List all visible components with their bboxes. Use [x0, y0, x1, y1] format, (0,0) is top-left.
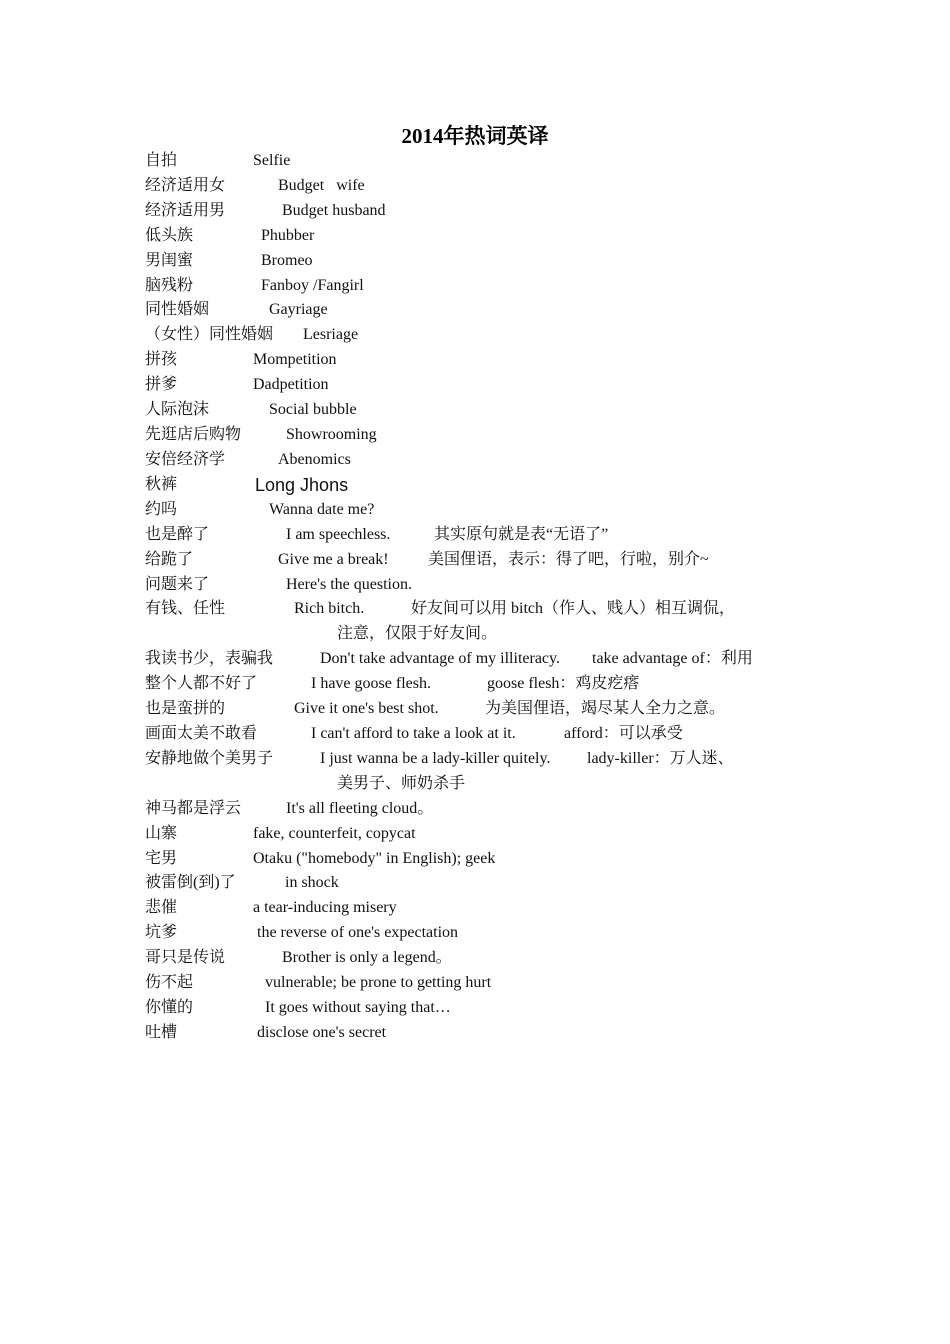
term-chinese: 经济适用女 — [145, 177, 226, 194]
term-chinese: 男闺蜜 — [145, 252, 194, 269]
term-chinese: 整个人都不好了 — [145, 675, 258, 692]
term-chinese: 给跪了 — [145, 551, 194, 568]
term-english: the reverse of one's expectation — [257, 924, 459, 941]
term-english: Social bubble — [269, 401, 357, 418]
term-chinese: 拼爹 — [145, 376, 178, 393]
term-english: Selfie — [253, 152, 291, 169]
page-title: 2014年热词英译 — [401, 124, 549, 148]
term-english: Budget wife — [278, 177, 365, 194]
term-chinese: 画面太美不敢看 — [145, 725, 258, 742]
term-english: Wanna date me? — [269, 501, 375, 518]
term-english: Long Jhons — [255, 475, 349, 495]
term-english: Brother is only a legend。 — [282, 949, 452, 966]
term-english: Give me a break! — [278, 551, 389, 568]
term-note: 为美国俚语，竭尽某人全力之意。 — [485, 700, 726, 717]
term-english: in shock — [285, 874, 339, 891]
term-english: Fanboy /Fangirl — [261, 277, 364, 294]
term-chinese: 脑残粉 — [145, 277, 194, 294]
term-english: Rich bitch. — [294, 600, 365, 617]
term-chinese: 经济适用男 — [145, 202, 226, 219]
term-chinese: 先逛店后购物 — [145, 426, 242, 443]
term-english: It's all fleeting cloud。 — [286, 800, 434, 817]
term-english: Mompetition — [253, 351, 337, 368]
term-english: Give it one's best shot. — [294, 700, 439, 717]
term-note: afford：可以承受 — [564, 725, 683, 742]
term-chinese: 山寨 — [145, 825, 178, 842]
term-english: disclose one's secret — [257, 1024, 387, 1041]
term-chinese: 人际泡沫 — [145, 401, 210, 418]
term-chinese: 我读书少，表骗我 — [145, 650, 274, 667]
term-english: Otaku ("homebody" in English); geek — [253, 850, 496, 867]
term-english: It goes without saying that… — [265, 999, 451, 1016]
term-english: I am speechless. — [286, 526, 391, 543]
term-chinese: 吐槽 — [145, 1024, 178, 1041]
term-note: lady-killer：万人迷、 — [587, 750, 734, 767]
term-chinese: 有钱、任性 — [145, 600, 226, 617]
term-chinese: 哥只是传说 — [145, 949, 226, 966]
term-note: take advantage of：利用 — [592, 650, 753, 667]
term-chinese: （女性）同性婚姻 — [145, 326, 274, 343]
term-english: I can't afford to take a look at it. — [311, 725, 516, 742]
term-chinese: 安倍经济学 — [145, 451, 226, 468]
term-english: Showrooming — [286, 426, 377, 443]
term-note: 好友间可以用 bitch（作人、贱人）相互调侃， — [411, 600, 735, 617]
term-chinese: 同性婚姻 — [145, 301, 210, 318]
term-chinese: 悲催 — [145, 899, 178, 916]
term-note-continued: 注意，仅限于好友间。 — [337, 625, 498, 642]
term-chinese: 低头族 — [145, 227, 194, 244]
term-chinese: 伤不起 — [145, 974, 194, 991]
term-chinese: 也是蛮拼的 — [145, 700, 226, 717]
term-english: Bromeo — [261, 252, 313, 269]
term-chinese: 拼孩 — [145, 351, 178, 368]
term-english: Don't take advantage of my illiteracy. — [320, 650, 560, 667]
term-chinese: 也是醉了 — [145, 526, 210, 543]
term-chinese: 被雷倒(到)了 — [145, 874, 236, 891]
term-chinese: 你懂的 — [145, 999, 194, 1016]
term-english: Phubber — [261, 227, 315, 244]
term-chinese: 秋裤 — [145, 476, 178, 493]
term-note: 美国俚语，表示：得了吧，行啦，别介~ — [428, 551, 709, 568]
term-note: goose flesh：鸡皮疙瘩 — [487, 675, 640, 692]
term-chinese: 坑爹 — [145, 924, 178, 941]
term-chinese: 约吗 — [145, 501, 178, 518]
term-english: Abenomics — [278, 451, 351, 468]
term-english: I just wanna be a lady-killer quitely. — [320, 750, 551, 767]
term-english: Gayriage — [269, 301, 328, 318]
term-chinese: 安静地做个美男子 — [145, 750, 274, 767]
term-english: I have goose flesh. — [311, 675, 431, 692]
term-english: Budget husband — [282, 202, 386, 219]
term-english: Dadpetition — [253, 376, 329, 393]
term-english: Lesriage — [303, 326, 359, 343]
term-chinese: 宅男 — [145, 850, 178, 867]
term-chinese: 神马都是浮云 — [145, 800, 242, 817]
term-english: Here's the question. — [286, 576, 412, 593]
term-note: 其实原句就是表“无语了” — [434, 526, 609, 543]
term-chinese: 自拍 — [145, 152, 178, 169]
term-english: fake, counterfeit, copycat — [253, 825, 416, 842]
term-chinese: 问题来了 — [145, 576, 210, 593]
term-note-continued: 美男子、师奶杀手 — [337, 775, 466, 792]
term-english: vulnerable; be prone to getting hurt — [265, 974, 492, 991]
term-english: a tear-inducing misery — [253, 899, 397, 916]
